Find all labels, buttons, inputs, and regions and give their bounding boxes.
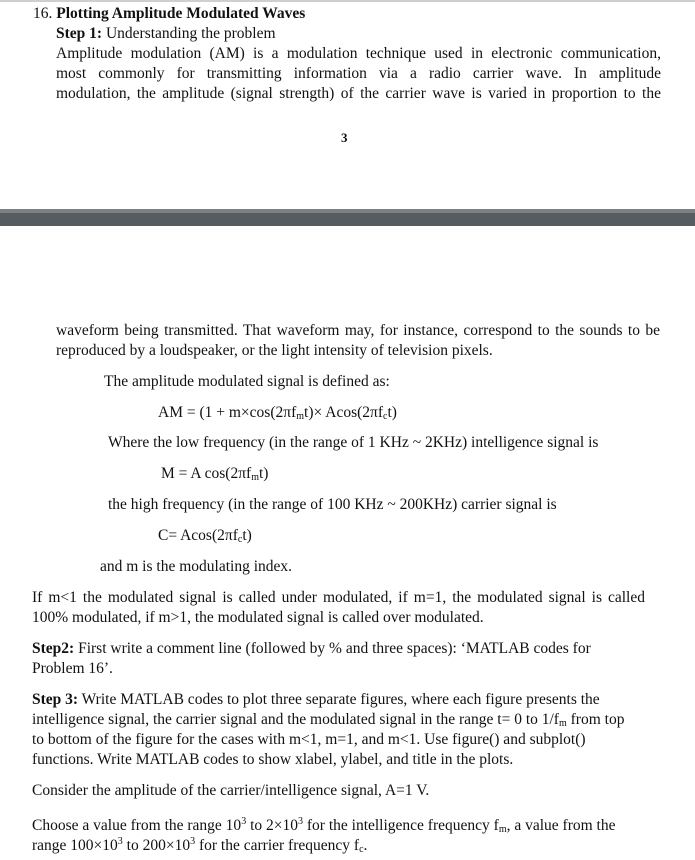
- defined-as-text: The amplitude modulated signal is defined as:: [104, 373, 390, 390]
- choose-f: to 200×10: [122, 837, 191, 854]
- top-edge-line: [0, 0, 695, 2]
- page-separator: [0, 209, 695, 226]
- condition-line-2: 100% modulated, if m>1, the modulated signal is called over modulated.: [32, 609, 484, 626]
- intro-line-3: modulation, the amplitude (signal strength) of the carrier wave is varied in proportion to the: [56, 85, 661, 102]
- choose-b-sup: 3: [298, 816, 303, 827]
- choose-h: .: [363, 837, 368, 854]
- step1-text: Understanding the problem: [102, 25, 276, 42]
- choose-a-sup: 3: [241, 816, 247, 827]
- step3-line-4: functions. Write MATLAB codes to show xlabel, ylabel, and title in the plots.: [32, 751, 514, 768]
- intro-line-1: Amplitude modulation (AM) is a modulation technique used in electronic communication,: [56, 45, 661, 62]
- eq-am-part2: t)× Acos(2πf: [304, 404, 383, 421]
- step3-line-3: to bottom of the figure for the cases with m<1, m=1, and m<1. Use figure() and subplot(): [32, 731, 586, 748]
- continuation-line-1: waveform being transmitted. That waveform may, for instance, correspond to the sounds to be: [56, 322, 660, 339]
- choose-g-sub: c: [359, 844, 364, 855]
- continuation-line-2: reproduced by a loudspeaker, or the light intensity of television pixels.: [56, 342, 493, 359]
- step3-sub-m: m: [558, 718, 567, 729]
- step2-label: Step2:: [32, 640, 75, 657]
- choose-d: , a value from the: [506, 817, 616, 834]
- eq-am-part3: t): [387, 404, 397, 421]
- amplitude-text: Consider the amplitude of the carrier/intelligence signal, A=1 V.: [32, 782, 430, 799]
- step3-line-1: [32, 690, 600, 710]
- step2-line-2: Problem 16’.: [32, 660, 113, 677]
- choose-e-sup: 3: [117, 836, 123, 847]
- choose-g: for the carrier frequency f: [195, 837, 360, 854]
- modulating-index-text: and m is the modulating index.: [100, 558, 293, 575]
- choose-b: to 2×10: [246, 817, 298, 834]
- step1-label: Step 1:: [56, 25, 103, 42]
- step3-text-2: intelligence signal, the carrier signal and the modulated signal in the range t= 0 to 1/f: [32, 711, 559, 728]
- choose-c-sub: m: [498, 824, 507, 835]
- eq-am-sub-m: m: [296, 411, 305, 422]
- c-equation: [158, 526, 252, 550]
- eq-c-sub: c: [237, 534, 243, 545]
- step1-line: [56, 24, 276, 44]
- choose-a: Choose a value from the range 10: [32, 817, 242, 834]
- am-equation: [158, 403, 397, 427]
- intro-line-2: most commonly for transmitting information via a radio carrier wave. In amplitude: [56, 65, 661, 82]
- step3-label: Step 3:: [32, 691, 79, 708]
- step3-text-2-end: from top: [566, 711, 625, 728]
- step2-line-1: [32, 639, 591, 659]
- eq-c-pre: C= Acos(2πf: [158, 527, 238, 544]
- problem-number: 16.: [33, 5, 53, 22]
- eq-am-part1: AM = (1 + m×cos(2πf: [158, 404, 297, 421]
- choose-line-2: [32, 832, 367, 860]
- step2-text-1: First write a comment line (followed by % and three spaces): ‘MATLAB codes for: [74, 640, 591, 657]
- page-number: 3: [341, 130, 348, 145]
- choose-c: for the intelligence frequency f: [303, 817, 499, 834]
- page-1-bottom: [0, 0, 695, 210]
- problem-title: Plotting Amplitude Modulated Waves: [56, 5, 306, 22]
- eq-am-sub-c: c: [383, 411, 388, 422]
- eq-c-post: t): [242, 527, 252, 544]
- low-frequency-text: Where the low frequency (in the range of 1 KHz ~ 2KHz) intelligence signal is: [108, 434, 599, 451]
- eq-m-sub: m: [251, 472, 259, 483]
- problem-heading: [33, 4, 305, 24]
- eq-m-post: t): [258, 465, 269, 482]
- m-equation: [161, 464, 268, 488]
- step3-text-1: Write MATLAB codes to plot three separate figures, where each figure presents the: [78, 691, 600, 708]
- choose-f-sup: 3: [190, 836, 196, 847]
- condition-line-1: If m<1 the modulated signal is called under modulated, if m=1, the modulated signal is called: [32, 589, 645, 606]
- high-frequency-text: the high frequency (in the range of 100 KHz ~ 200KHz) carrier signal is: [108, 496, 557, 513]
- choose-e: range 100×10: [32, 837, 118, 854]
- eq-m-pre: M = A cos(2πf: [161, 465, 252, 482]
